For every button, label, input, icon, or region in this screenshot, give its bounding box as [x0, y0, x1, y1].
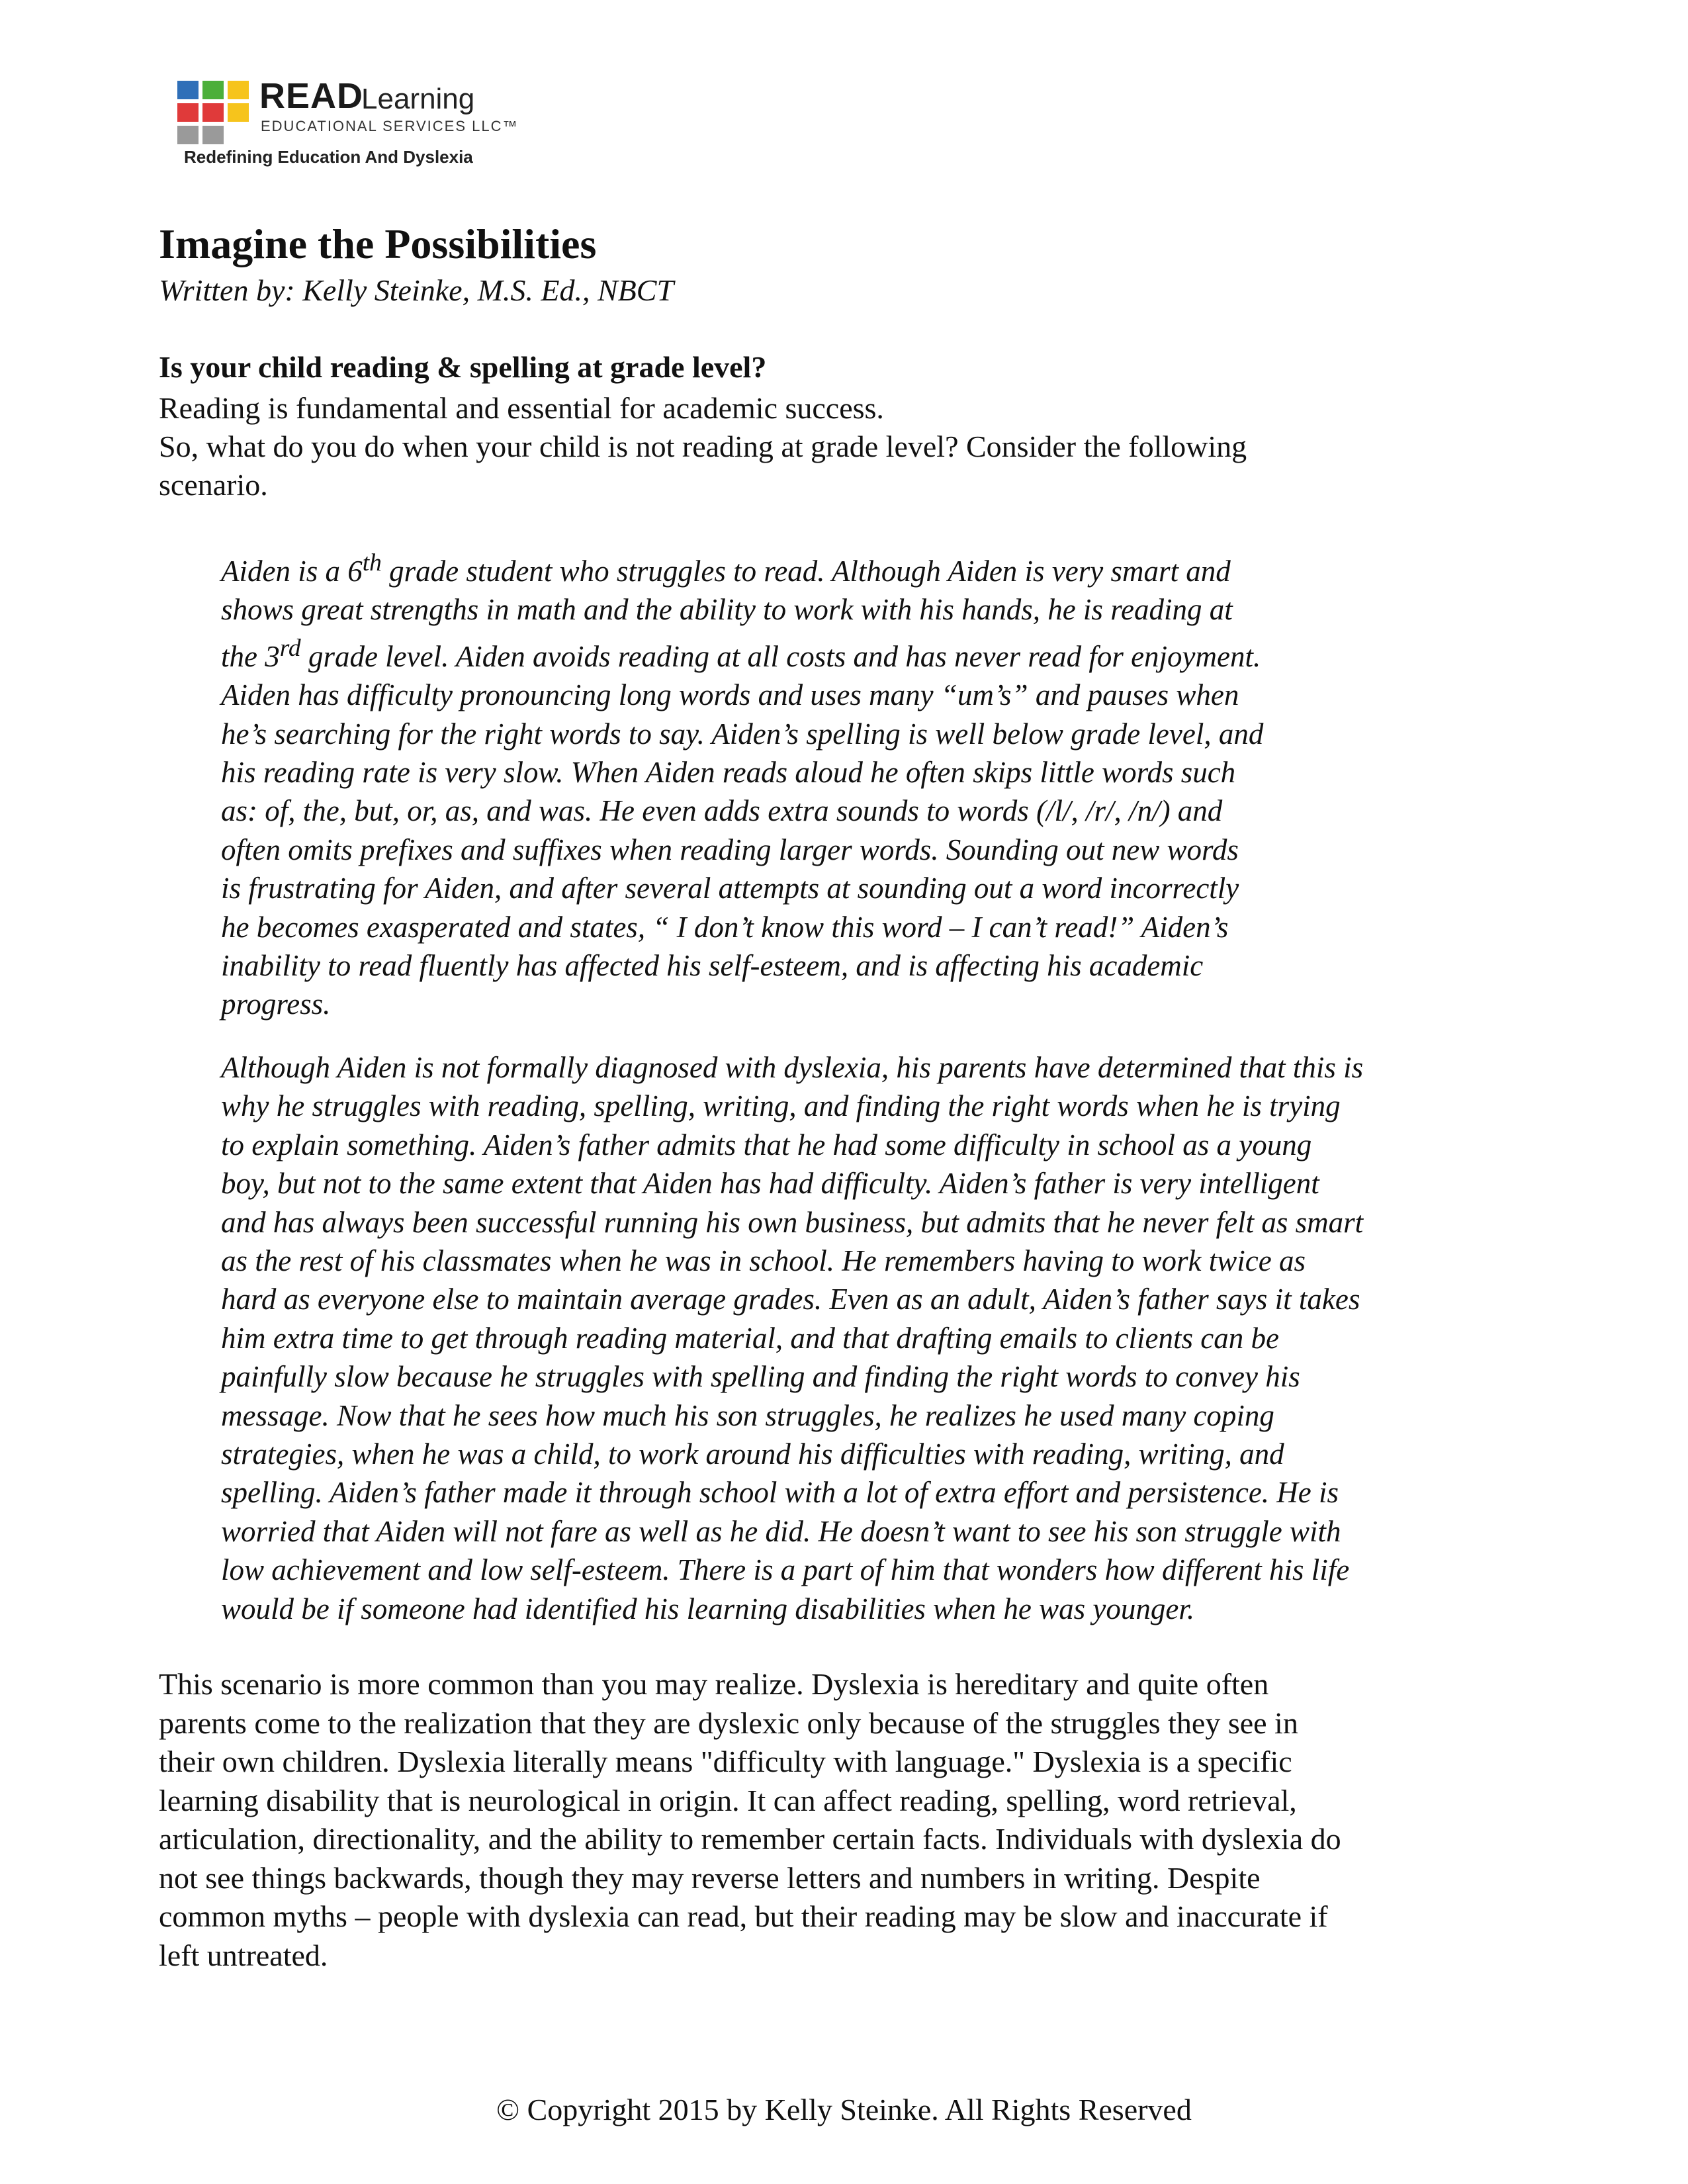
scenario-line: low achievement and low self-esteem. There is a part of him that wonders how different his life: [221, 1553, 1350, 1587]
page-title: Imagine the Possibilities: [159, 220, 597, 267]
scenario-line: his reading rate is very slow. When Aiden reads aloud he often skips little words such: [221, 756, 1236, 790]
scenario-paragraph-2: [221, 1048, 1538, 1628]
scenario-line: [221, 544, 1538, 590]
scenario-line: often omits prefixes and suffixes when reading larger words. Sounding out new words: [221, 833, 1239, 866]
intro-paragraph: [159, 389, 1469, 504]
body-line: their own children. Dyslexia literally means "difficulty with language." Dyslexia is a specific: [159, 1745, 1292, 1778]
logo-square-yellow: [228, 81, 249, 99]
scenario-line: and has always been successful running his own business, but admits that he never felt as smart: [221, 1205, 1364, 1239]
intro-line: scenario.: [159, 468, 268, 502]
scenario-line: shows great strengths in math and the ability to work with his hands, he is reading at: [221, 593, 1233, 627]
scenario-line: would be if someone had identified his learning disabilities when he was younger.: [221, 1592, 1195, 1625]
section-heading: Is your child reading & spelling at grade level?: [159, 350, 767, 384]
scenario-line: Aiden has difficulty pronouncing long words and uses many “um’s” and pauses when: [221, 678, 1239, 712]
ordinal-suffix: rd: [279, 634, 301, 662]
ordinal-suffix: th: [362, 549, 382, 576]
logo-square-green: [202, 81, 224, 99]
scenario-line: as the rest of his classmates when he was in school. He remembers having to work twice as: [221, 1244, 1306, 1278]
scenario-text: Aiden is a 6: [221, 555, 363, 588]
scenario-line: spelling. Aiden’s father made it through school with a lot of extra effort and persistence. He is: [221, 1476, 1339, 1510]
scenario-line: to explain something. Aiden’s father admits that he had some difficulty in school as a young: [221, 1128, 1312, 1161]
scenario-line: he becomes exasperated and states, “ I don’t know this word – I can’t read!” Aiden’s: [221, 910, 1229, 944]
logo-brand-learning: Learning: [361, 83, 475, 115]
body-line: common myths – people with dyslexia can read, but their reading may be slow and inaccurate if: [159, 1899, 1328, 1933]
logo-brand-read: READ: [259, 76, 364, 116]
scenario-line: he’s searching for the right words to say. Aiden’s spelling is well below grade level, and: [221, 717, 1264, 751]
company-logo: [177, 76, 519, 173]
scenario-line: strategies, when he was a child, to work around his difficulties with reading, writing, and: [221, 1437, 1284, 1471]
scenario-line: hard as everyone else to maintain average grades. Even as an adult, Aiden’s father says it takes: [221, 1283, 1360, 1316]
scenario-line: why he struggles with reading, spelling, writing, and finding the right words when he is trying: [221, 1089, 1341, 1123]
logo-tagline: Redefining Education And Dyslexia: [184, 147, 473, 167]
scenario-line: painfully slow because he struggles with spelling and finding the right words to convey his: [221, 1360, 1300, 1394]
body-line: articulation, directionality, and the ability to remember certain facts. Individuals with dyslexia do: [159, 1822, 1341, 1856]
scenario-line: is frustrating for Aiden, and after several attempts at sounding out a word incorrectly: [221, 872, 1239, 905]
body-line: not see things backwards, though they may reverse letters and numbers in writing. Despite: [159, 1860, 1261, 1895]
logo-square-blue: [177, 81, 199, 99]
body-line: learning disability that is neurological in origin. It can affect reading, spelling, word retrieval,: [159, 1783, 1297, 1817]
scenario-paragraph-1: [221, 544, 1538, 1024]
scenario-text: the 3: [221, 639, 280, 673]
body-line: This scenario is more common than you may realize. Dyslexia is hereditary and quite often: [159, 1667, 1269, 1701]
body-line: left untreated.: [159, 1938, 328, 1972]
logo-subtitle: EDUCATIONAL SERVICES LLC™: [261, 118, 519, 134]
logo-square-yellow: [228, 103, 249, 122]
scenario-line: as: of, the, but, or, as, and was. He even adds extra sounds to words (/l/, /r/, /n/) and: [221, 794, 1223, 828]
scenario-text: grade level. Aiden avoids reading at all costs and has never read for enjoyment.: [300, 639, 1261, 673]
scenario-text: grade student who struggles to read. Although Aiden is very smart and: [381, 555, 1231, 588]
body-paragraph: [159, 1665, 1535, 1975]
scenario-line: Although Aiden is not formally diagnosed with dyslexia, his parents have determined that this is: [221, 1051, 1364, 1084]
scenario-line: [221, 629, 1538, 676]
intro-line: Reading is fundamental and essential for academic success.: [159, 391, 884, 425]
author-byline: Written by: Kelly Steinke, M.S. Ed., NBCT: [159, 273, 674, 307]
copyright-footer: © Copyright 2015 by Kelly Steinke. All Rights Reserved: [496, 2093, 1192, 2126]
logo-square-gray: [202, 126, 224, 144]
logo-square-gray: [177, 126, 199, 144]
scenario-line: him extra time to get through reading material, and that drafting emails to clients can be: [221, 1321, 1279, 1355]
scenario-line: inability to read fluently has affected his self-esteem, and is affecting his academic: [221, 949, 1204, 983]
logo-square-red: [177, 103, 199, 122]
body-line: parents come to the realization that they are dyslexic only because of the struggles they see in: [159, 1706, 1298, 1740]
scenario-line: worried that Aiden will not fare as well as he did. He doesn’t want to see his son struggle with: [221, 1514, 1341, 1548]
scenario-line: message. Now that he sees how much his son struggles, he realizes he used many coping: [221, 1398, 1274, 1432]
logo-square-red: [202, 103, 224, 122]
intro-line: So, what do you do when your child is not reading at grade level? Consider the following: [159, 430, 1247, 463]
scenario-line: progress.: [221, 987, 331, 1021]
logo-color-grid-icon: [177, 81, 250, 147]
scenario-line: boy, but not to the same extent that Aiden has had difficulty. Aiden’s father is very intelligent: [221, 1167, 1319, 1201]
